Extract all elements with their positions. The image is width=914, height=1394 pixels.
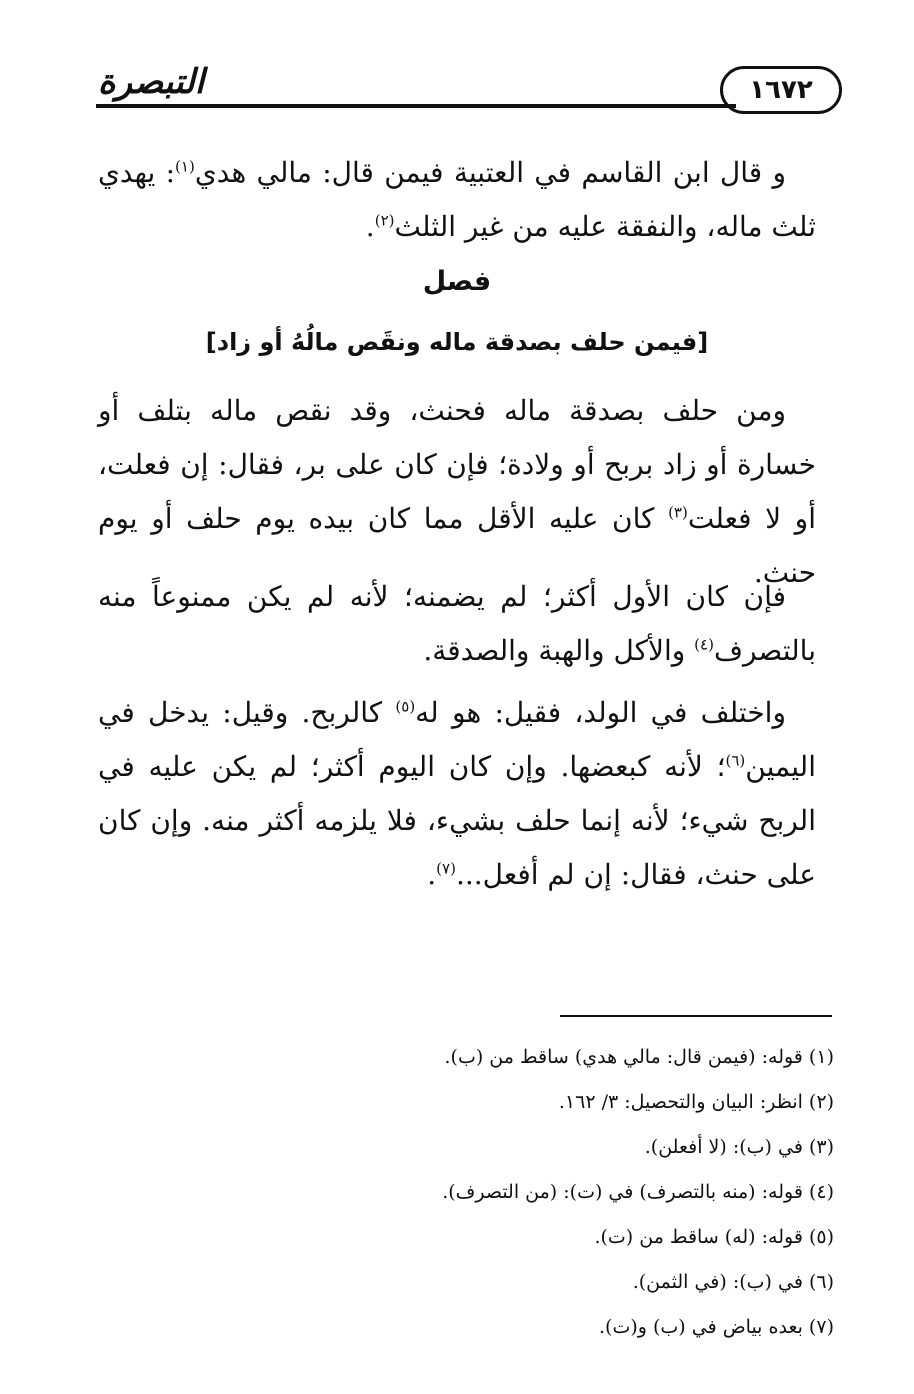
paragraph-1-part-a: و قال ابن القاسم في العتبية فيمن قال: مالي هدي — [194, 156, 786, 189]
paragraph-2-text — [98, 384, 816, 600]
paragraph-2-part-a: ومن حلف بصدقة ماله فحنث، وقد نقص ماله بتلف أو خسارة أو زاد بربح أو ولادة؛ فإن كان على بر، فقال: إن فعلت، أو لا فعلت — [98, 394, 816, 535]
footnote-1: (١) قوله: (فيمن قال: مالي هدي) ساقط من (ب). — [444, 1046, 834, 1068]
paragraph-3-part-b: والأكل والهبة والصدقة. — [423, 634, 695, 667]
footnote-ref-4[interactable]: (٤) — [694, 635, 714, 654]
footnote-ref-3[interactable]: (٣) — [668, 503, 688, 522]
footnote-ref-7[interactable]: (٧) — [436, 859, 456, 878]
footnote-5: (٥) قوله: (له) ساقط من (ت). — [594, 1226, 834, 1248]
footnote-2: (٢) انظر: البيان والتحصيل: ٣/ ١٦٢. — [558, 1091, 834, 1113]
footnote-ref-6[interactable]: (٦) — [725, 751, 746, 770]
section-heading: فصل — [422, 266, 492, 297]
page-number-text: ١٦٧٢ — [749, 75, 813, 105]
paragraph-1-part-b: : يهدي ثلث ماله، والنفقة عليه من غير الثلث — [98, 156, 816, 243]
footnote-7: (٧) بعده بياض في (ب) و(ت). — [599, 1316, 834, 1338]
paragraph-1-part-c: . — [365, 210, 375, 243]
footnote-6: (٦) في (ب): (في الثمن). — [632, 1271, 834, 1293]
paragraph-1-text — [98, 146, 816, 254]
paragraph-2 — [98, 384, 816, 600]
footnotes-list — [134, 1035, 834, 1350]
page-number — [720, 66, 842, 114]
paragraph-1 — [98, 146, 816, 254]
section-subtitle: [فيمن حلف بصدقة ماله ونقَص مالُهُ أو زاد] — [205, 328, 709, 356]
paragraph-4-part-c: ؛ لأنه كبعضها. وإن كان اليوم أكثر؛ لم يكن عليه في الربح شيء؛ لأنه إنما حلف بشيء، فلا يلزمه أكثر منه. وإن كان على حنث، فقال: إن لم أفعل... — [98, 750, 816, 891]
footnote-4: (٤) قوله: (منه بالتصرف) في (ت): (من التصرف). — [442, 1181, 834, 1203]
book-title-logo — [96, 58, 206, 106]
footnote-ref-1[interactable]: (١) — [175, 157, 195, 176]
paragraph-2-part-b: كان عليه الأقل مما كان بيده يوم حلف أو يوم حنث. — [98, 502, 816, 589]
paragraph-3 — [98, 570, 816, 678]
paragraph-4-text — [98, 686, 816, 902]
footnote-separator — [560, 1015, 832, 1017]
footnote-3: (٣) في (ب): (لا أفعلن). — [644, 1136, 834, 1158]
footnote-ref-5[interactable]: (٥) — [395, 697, 416, 716]
paragraph-4-part-a: واختلف في الولد، فقيل: هو له — [415, 696, 786, 729]
paragraph-3-part-a: فإن كان الأول أكثر؛ لم يضمنه؛ لأنه لم يكن ممنوعاً منه بالتصرف — [98, 580, 816, 667]
footnote-ref-2[interactable]: (٢) — [374, 211, 395, 230]
paragraph-4 — [98, 686, 816, 902]
paragraph-4-part-d: . — [427, 858, 437, 891]
paragraph-3-text — [98, 570, 816, 678]
paragraph-4-part-b: كالربح. وقيل: يدخل في اليمين — [98, 696, 816, 783]
book-title-text: التبصرة — [97, 62, 205, 102]
